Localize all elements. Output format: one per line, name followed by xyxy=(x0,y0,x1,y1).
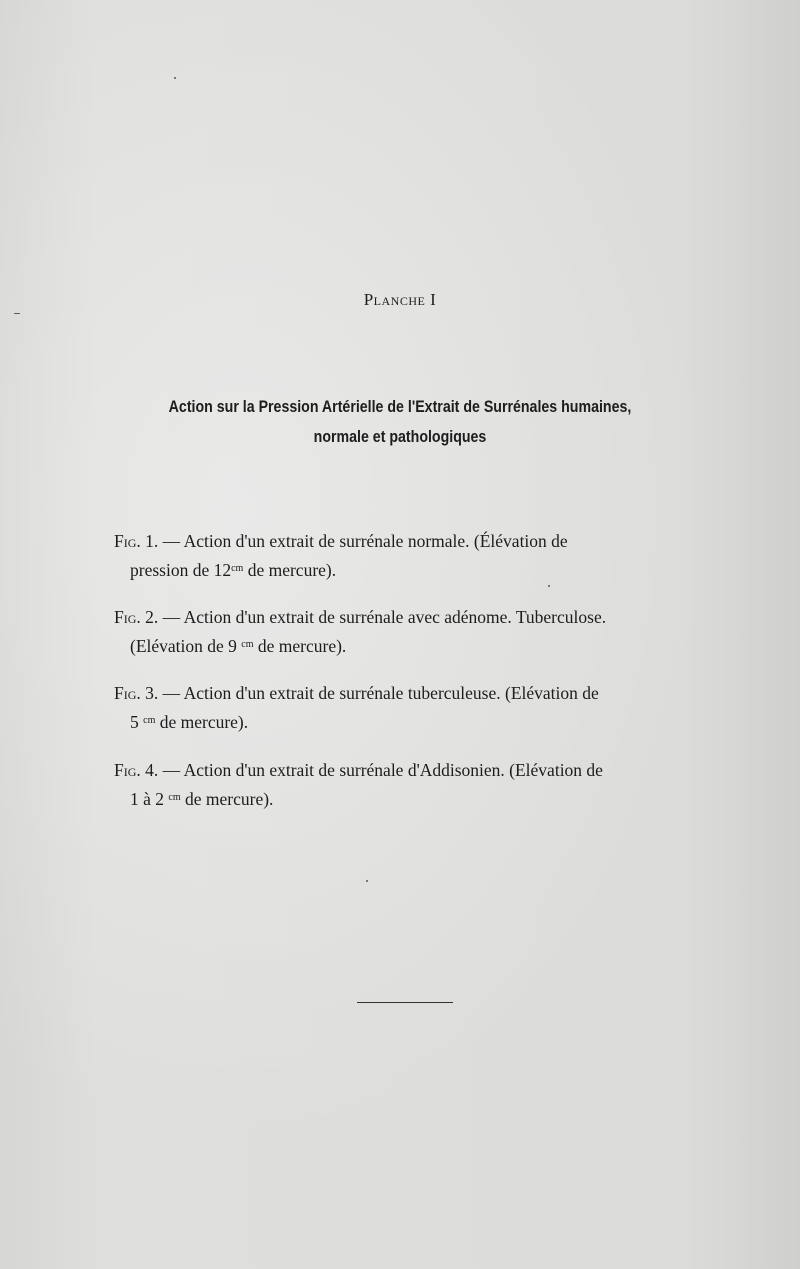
caption-fragment: de mercure). xyxy=(253,636,347,656)
caption-text: — Action d'un extrait de surrénale normale. (Élévation de xyxy=(158,531,568,551)
caption-continuation xyxy=(114,555,704,584)
plate-heading xyxy=(142,392,658,452)
caption-fragment: (Elévation de 9 xyxy=(130,636,242,656)
figure-label: Fig. 2. xyxy=(114,607,159,627)
paper-speck xyxy=(174,77,176,79)
caption-fragment: de mercure). xyxy=(180,789,274,809)
paper-speck xyxy=(366,880,368,882)
heading-line-2: normale et pathologiques xyxy=(313,428,487,446)
figure-caption-2 xyxy=(114,604,704,660)
caption-fragment: de mercure). xyxy=(155,712,249,732)
caption-fragment: de mercure). xyxy=(243,560,337,580)
caption-fragment: 5 xyxy=(130,712,144,732)
figure-caption-1 xyxy=(114,528,704,584)
paper-speck xyxy=(548,585,550,587)
paper-speck xyxy=(14,313,20,314)
plate-title xyxy=(0,290,800,310)
caption-fragment: pression de 12 xyxy=(130,560,232,580)
plate-label: Planche xyxy=(363,290,426,309)
unit-superscript: cm xyxy=(241,639,254,650)
caption-continuation xyxy=(114,784,704,813)
figure-label: Fig. 4. xyxy=(114,760,159,780)
caption-text: — Action d'un extrait de surrénale d'Addisonien. (Elévation de xyxy=(158,760,603,780)
figure-label: Fig. 3. xyxy=(114,683,159,703)
caption-text: — Action d'un extrait de surrénale avec adénome. Tuberculose. xyxy=(158,607,607,627)
figure-caption-3 xyxy=(114,680,704,736)
unit-superscript: cm xyxy=(168,792,181,803)
caption-fragment: 1 à 2 xyxy=(130,789,169,809)
figure-label: Fig. 1. xyxy=(114,531,159,551)
plate-number: I xyxy=(430,290,437,309)
caption-continuation xyxy=(114,631,704,660)
caption-text: — Action d'un extrait de surrénale tuberculeuse. (Elévation de xyxy=(158,683,599,703)
unit-superscript: cm xyxy=(143,715,156,726)
caption-continuation xyxy=(114,707,704,736)
heading-line-1: Action sur la Pression Artérielle de l'Extrait de Surrénales humaines, xyxy=(168,398,632,416)
figure-caption-4 xyxy=(114,757,704,813)
closing-rule xyxy=(357,1002,453,1003)
unit-superscript: cm xyxy=(231,563,244,574)
